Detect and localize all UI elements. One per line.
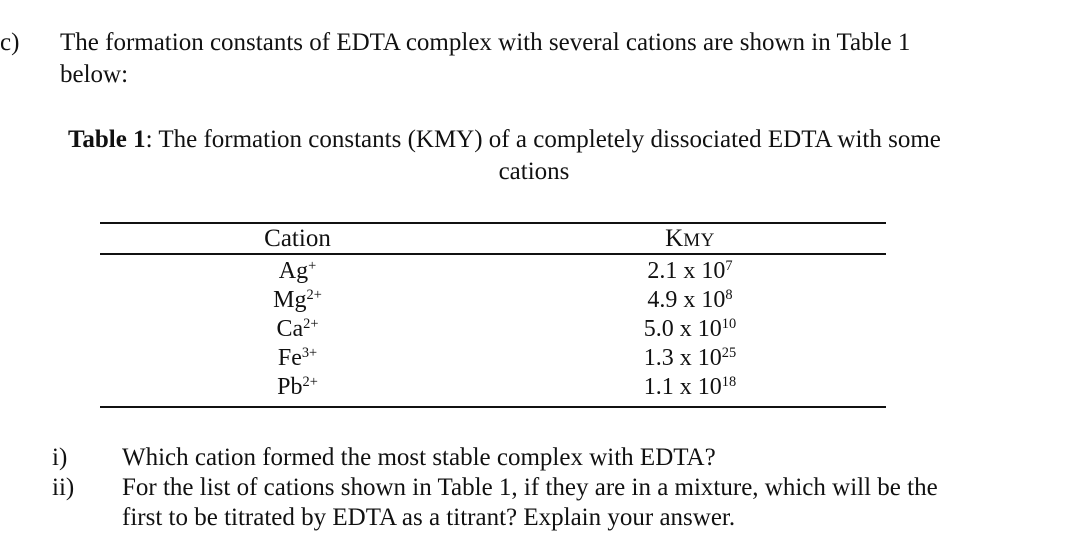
cell-cation	[250, 288, 345, 312]
cation-symbol: Mg	[273, 287, 307, 313]
cell-kmy	[600, 259, 780, 283]
cell-cation	[250, 346, 345, 370]
table-caption	[68, 125, 941, 155]
question-number: i)	[52, 444, 68, 471]
intro-line-1: The formation constants of EDTA complex with several cations are shown in Table 1	[60, 29, 911, 56]
table-top-rule	[100, 222, 886, 224]
intro-line-2: below:	[60, 61, 129, 88]
kmy-mantissa: 1.1 x 10	[643, 374, 722, 400]
cation-symbol: Pb	[277, 374, 303, 400]
kmy-mantissa: 2.1 x 10	[647, 258, 726, 284]
cell-kmy	[600, 375, 780, 399]
cell-cation	[250, 259, 345, 283]
kmy-exponent: 10	[721, 316, 737, 333]
cation-symbol: Ag	[278, 258, 309, 284]
table-caption-line-2: cations	[498, 158, 570, 185]
table-bottom-rule	[100, 406, 886, 408]
cation-charge: 3+	[301, 345, 318, 362]
question-number: ii)	[52, 474, 75, 501]
cell-kmy	[600, 346, 780, 370]
question-marker: c)	[0, 29, 20, 56]
question-text-line-2: first to be titrated by EDTA as a titrant? Explain your answer.	[122, 504, 736, 531]
header-kmy	[600, 225, 780, 255]
cation-charge: 2+	[303, 316, 319, 333]
caption-text: : The formation constants (KMY) of a completely dissociated EDTA with some	[145, 126, 941, 153]
cell-kmy	[600, 317, 780, 341]
header-cation: Cation	[264, 225, 331, 252]
header-kmy-k: K	[665, 225, 684, 252]
kmy-mantissa: 4.9 x 10	[647, 287, 726, 313]
cell-cation	[250, 375, 345, 399]
kmy-mantissa: 5.0 x 10	[643, 316, 722, 342]
question-text: Which cation formed the most stable complex with EDTA?	[122, 444, 716, 471]
kmy-exponent: 8	[725, 287, 733, 304]
caption-label: Table 1	[68, 126, 146, 153]
kmy-exponent: 7	[725, 258, 733, 275]
kmy-exponent: 18	[721, 374, 737, 391]
cell-cation	[250, 317, 345, 341]
cation-charge: 2+	[306, 287, 322, 304]
cell-kmy	[600, 288, 780, 312]
cation-symbol: Fe	[277, 345, 302, 371]
cation-symbol: Ca	[276, 316, 304, 342]
kmy-mantissa: 1.3 x 10	[643, 345, 722, 371]
question-text: For the list of cations shown in Table 1, if they are in a mixture, which will be the	[122, 474, 938, 501]
header-kmy-subscript: MY	[683, 230, 715, 251]
cation-charge: 2+	[302, 374, 318, 391]
kmy-exponent: 25	[721, 345, 737, 362]
cation-charge: +	[308, 258, 317, 275]
